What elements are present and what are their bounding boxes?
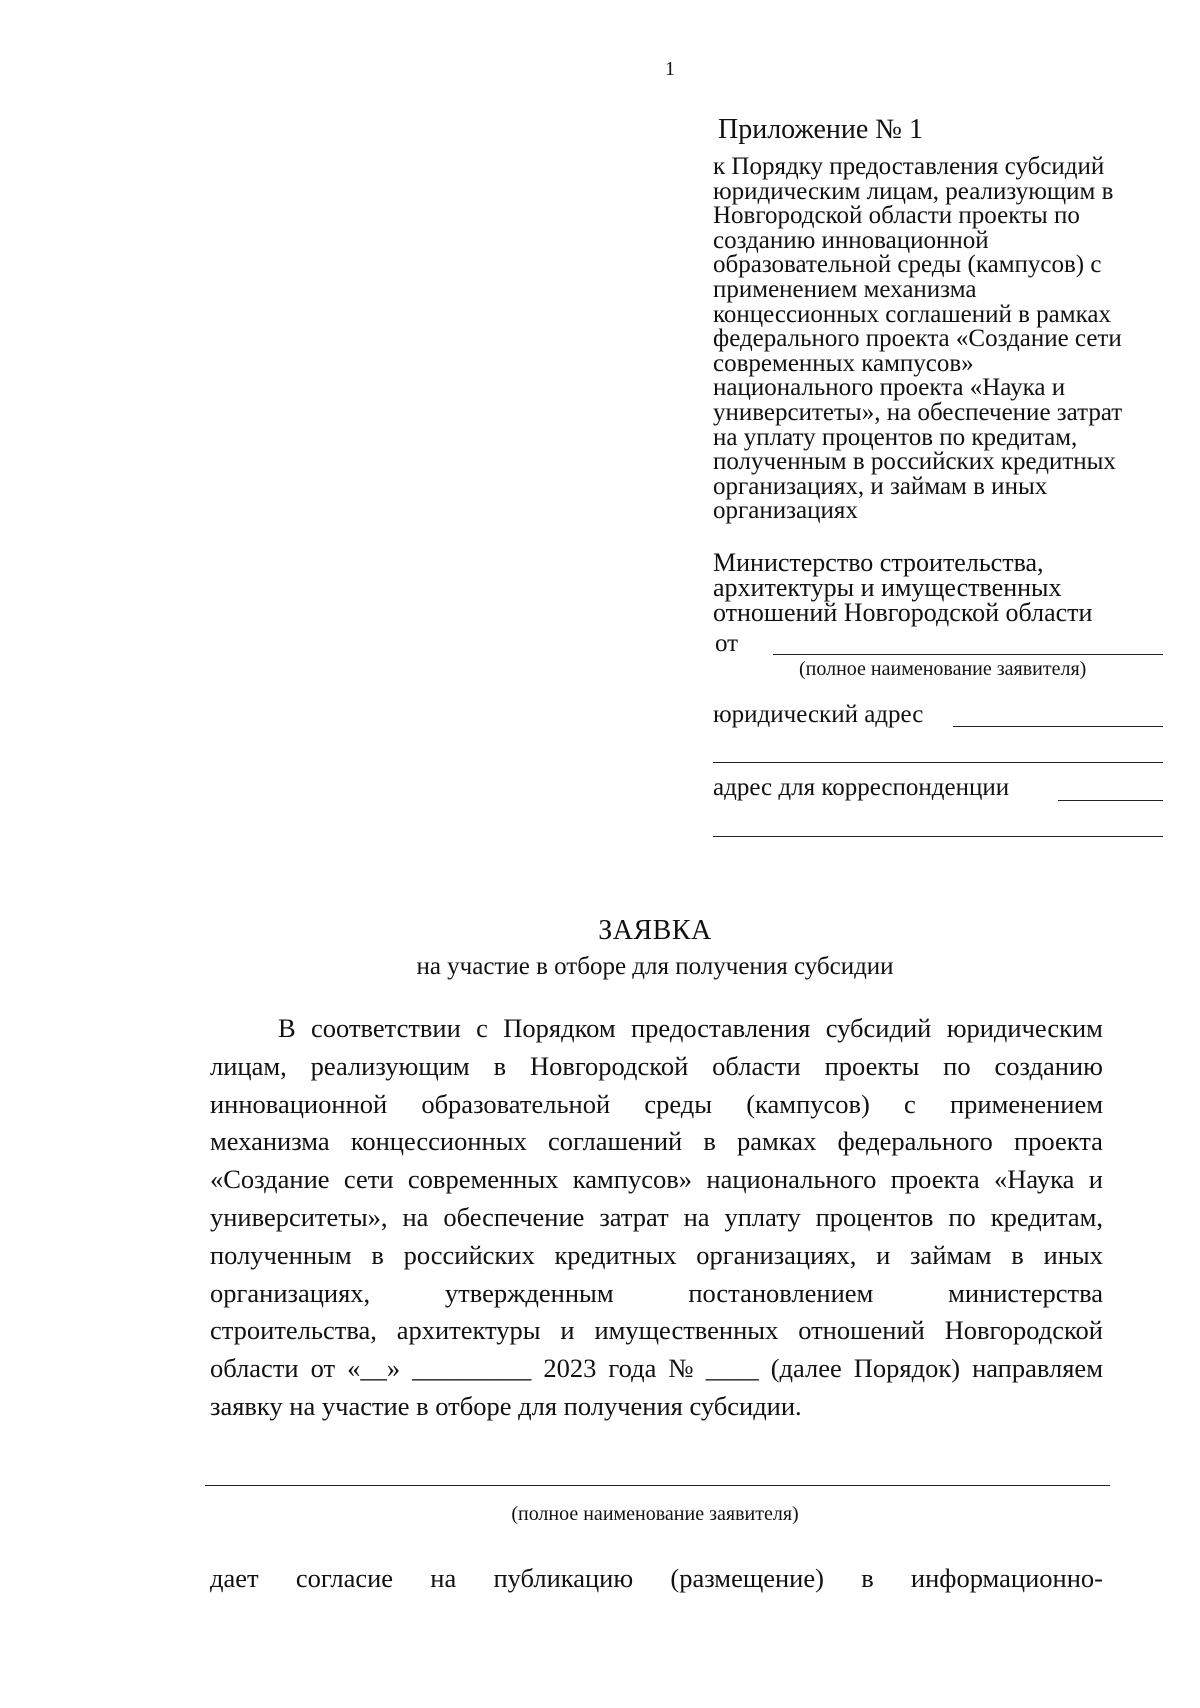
word: Порядком	[503, 1013, 616, 1043]
word: иных	[1043, 1239, 1103, 1270]
word: по	[943, 1050, 971, 1081]
word: дает	[210, 1563, 259, 1593]
word: кредитных	[554, 1239, 677, 1270]
word: В	[278, 1013, 296, 1043]
word: (кампусов)	[746, 1088, 870, 1119]
appendix-line: образовательной среды (кампусов) с	[713, 251, 1102, 279]
word: соглашений	[547, 1126, 683, 1157]
word: процентов	[815, 1201, 934, 1232]
appendix-line: университеты», на обеспечение затрат	[713, 398, 1123, 426]
appendix-line: применением механизма	[713, 275, 977, 303]
word: кредитам,	[990, 1201, 1103, 1232]
word: рамках	[737, 1126, 817, 1157]
word: применением	[950, 1088, 1103, 1119]
appendix-title: Приложение № 1	[718, 114, 923, 145]
appendix-line: федерального проекта «Создание сети	[713, 325, 1122, 353]
word: субсидий	[825, 1013, 932, 1043]
correspondence-address-line-2	[713, 836, 1163, 837]
body-line	[210, 1275, 1103, 1313]
body-line	[210, 1123, 1103, 1161]
word: по	[948, 1201, 976, 1232]
word: информационно-	[910, 1563, 1103, 1593]
appendix-line: к Порядку предоставления субсидий	[713, 153, 1105, 180]
word: механизма	[210, 1126, 330, 1157]
word: Порядок)	[853, 1353, 961, 1384]
body-line	[278, 1010, 1103, 1048]
ministry-line: архитектуры и имущественных	[713, 573, 1062, 602]
word: на	[402, 1201, 429, 1232]
word: займам	[910, 1239, 992, 1270]
word: Новгородской	[529, 1050, 689, 1081]
body-line	[210, 1161, 1103, 1199]
word: организациях,	[696, 1239, 857, 1270]
word: имущественных	[594, 1315, 779, 1346]
word: полученным	[210, 1239, 352, 1270]
word: проекта	[890, 1164, 980, 1195]
body-paragraph	[210, 1010, 1103, 1426]
word: федерального	[837, 1126, 993, 1157]
ministry-line: отношений Новгородской области	[713, 598, 1093, 627]
word: соответствии	[311, 1013, 461, 1043]
word: (размещение)	[670, 1563, 824, 1593]
word: проекта	[1013, 1126, 1103, 1157]
word: на	[683, 1201, 710, 1232]
word: проекты	[824, 1050, 920, 1081]
applicant-name-line	[773, 654, 1163, 655]
appendix-line: полученным в российских кредитных	[713, 448, 1116, 476]
word: ____	[705, 1353, 759, 1384]
word: кампусов»	[572, 1164, 693, 1195]
word: национального	[706, 1164, 877, 1195]
word: архитектуры	[396, 1315, 541, 1346]
appendix-line: юридическим лицам, реализующим в	[713, 177, 1114, 205]
word: юридическим	[946, 1013, 1103, 1043]
word: и	[560, 1315, 575, 1346]
word: и	[1088, 1164, 1103, 1195]
document-title: ЗАЯВКА	[598, 915, 712, 946]
word: и	[876, 1239, 891, 1270]
word: строительства,	[210, 1315, 377, 1346]
appendix-line: концессионных соглашений в рамках	[713, 300, 1111, 328]
appendix-line: организациях	[713, 497, 858, 525]
word: организациях,	[210, 1277, 371, 1308]
word: согласие	[295, 1563, 394, 1593]
page-number: 1	[665, 58, 675, 80]
word: «Создание	[210, 1164, 330, 1195]
word: реализующим	[310, 1050, 470, 1081]
appendix-line: на уплату процентов по кредитам,	[713, 423, 1078, 451]
addressee-ministry	[713, 550, 1092, 625]
word: с	[904, 1088, 916, 1119]
body-line	[210, 1086, 1103, 1124]
word: уплату	[724, 1201, 801, 1232]
word: инновационной	[210, 1088, 388, 1119]
word: лицам,	[210, 1050, 287, 1081]
word: с	[476, 1013, 488, 1043]
word: отношений	[798, 1315, 925, 1346]
body-line	[210, 1237, 1103, 1275]
word: российских	[403, 1239, 535, 1270]
word: _________	[412, 1353, 532, 1384]
word: созданию	[994, 1050, 1103, 1081]
appendix-line: современных кампусов»	[713, 349, 974, 377]
legal-address-label: юридический адрес	[713, 701, 924, 728]
word: обеспечение	[443, 1201, 585, 1232]
word: сети	[343, 1164, 394, 1195]
word: постановлением	[688, 1277, 874, 1308]
word: Новгородской	[944, 1315, 1103, 1346]
word: концессионных	[350, 1126, 527, 1157]
correspondence-address-label: адрес для корреспонденции	[713, 774, 1010, 801]
word: «Наука	[994, 1164, 1075, 1195]
body-line	[210, 1312, 1103, 1350]
word: утвержденным	[444, 1277, 614, 1308]
word: публикацию	[493, 1563, 634, 1593]
word: от	[310, 1353, 336, 1384]
word: в	[703, 1126, 716, 1157]
word: 2023	[543, 1353, 597, 1384]
word: направляем	[972, 1353, 1103, 1384]
word: «__»	[347, 1353, 401, 1384]
word: в	[861, 1563, 874, 1593]
appendix-line: Новгородской области проекты по	[713, 202, 1080, 230]
from-label: от	[715, 630, 739, 657]
applicant-name-caption: (полное наименование заявителя)	[799, 658, 1087, 680]
applicant-full-name-line	[205, 1485, 1110, 1486]
body-line	[210, 1350, 1103, 1388]
body-line	[210, 1048, 1103, 1086]
word: в	[493, 1050, 507, 1081]
appendix-text	[713, 155, 1153, 524]
applicant-full-name-caption: (полное наименование заявителя)	[511, 1503, 799, 1525]
word: (далее	[770, 1353, 842, 1384]
legal-address-line-2	[713, 762, 1163, 763]
body-line	[210, 1199, 1103, 1237]
word: предоставления	[631, 1013, 811, 1043]
word: на	[430, 1563, 457, 1593]
ministry-line: Министерство строительства,	[713, 548, 1044, 577]
document-subtitle: на участие в отборе для получения субсидии	[416, 953, 894, 980]
word: года	[608, 1353, 657, 1384]
word: среды	[644, 1088, 713, 1119]
appendix-line: созданию инновационной	[713, 226, 989, 254]
word: университеты»,	[210, 1201, 388, 1232]
word: в	[1011, 1239, 1024, 1270]
consent-line	[210, 1563, 1103, 1594]
legal-address-line	[953, 726, 1163, 727]
word: области	[210, 1353, 299, 1384]
word: области	[712, 1050, 801, 1081]
word: затрат	[599, 1201, 669, 1232]
correspondence-address-line	[1058, 800, 1163, 801]
word: министерства	[948, 1277, 1103, 1308]
word: №	[668, 1353, 694, 1384]
appendix-line: организациях, и займам в иных	[713, 472, 1048, 500]
body-line-last: заявку на участие в отборе для получения субсидии.	[210, 1390, 802, 1421]
word: образовательной	[421, 1088, 611, 1119]
appendix-line: национального проекта «Наука и	[713, 374, 1066, 402]
word: в	[371, 1239, 384, 1270]
word: современных	[407, 1164, 559, 1195]
